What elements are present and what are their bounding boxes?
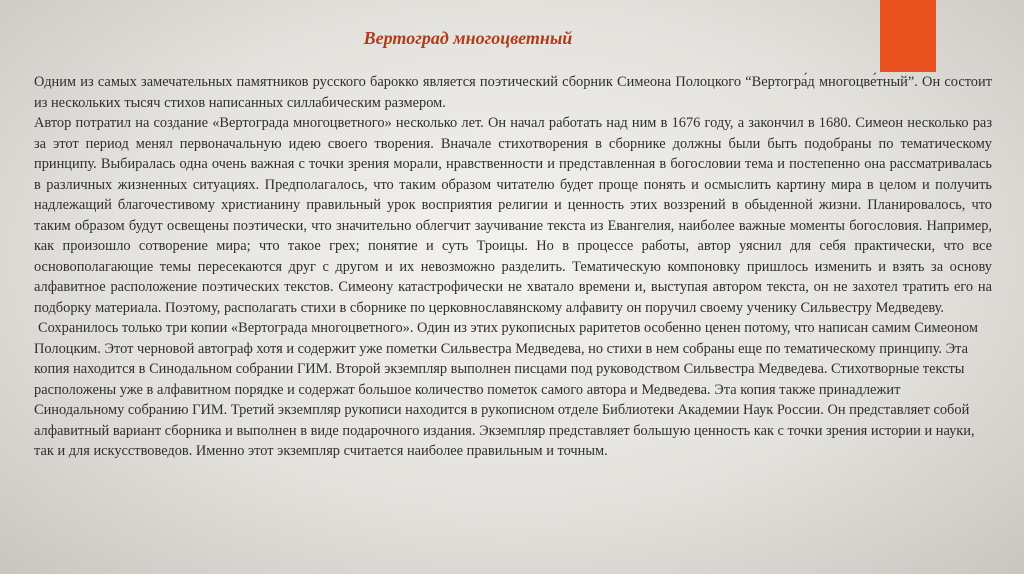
slide-body	[34, 72, 992, 462]
paragraph-intro: Одним из самых замечательных памятников русского барокко является поэтический сборник Симеона Полоцкого “Вертогра́д многоцве́тный”. Он состоит из нескольких тысяч стихов написанных силлабическим размером.	[34, 74, 992, 111]
paragraph-copies: Сохранилось только три копии «Вертограда многоцветного». Один из этих рукописных раритетов особенно ценен потому, что написан самим Симеоном Полоцким. Этот черновой автограф хотя и содержит уже пометки Сильвестра Медведева, но стихи в нем собраны еще по тематическому принципу. Эта копия находится в Синодальном собрании ГИМ. Второй экземпляр выполнен писцами под руководством Сильвестра Медведева. Стихотворные тексты расположены уже в алфавитном порядке и содержат большое количество пометок самого автора и Медведева. Эта копия также принадлежит Синодальному собранию ГИМ. Третий экземпляр рукописи находится в рукописном отделе Библиотеки Академии Наук России. Он представляет собой алфавитный вариант сборника и выполнен в виде подарочного издания. Экземпляр представляет большую ценность как с точки зрения истории и науки, так и для искусствоведов. Именно этот экземпляр считается наиболее правильным и точным.	[34, 320, 978, 459]
slide-title: Вертоград многоцветный	[363, 28, 573, 48]
paragraph-history: Автор потратил на создание «Вертограда многоцветного» несколько лет. Он начал работать над ним в 1676 году, а закончил в 1680. Симеон несколько раз за этот период менял первоначальную идею своего творения. Вначале стихотворения в сборнике должны были быть подобраны по тематическому принципу. Выбиралась одна очень важная с точки зрения морали, нравственности и представленная в богословии тема и постепенно она рассматривалась в различных жизненных ситуациях. Предполагалось, что таким образом читателю будет проще понять и осмыслить картину мира в целом и получить надлежащий благочестивому христианину правильный урок восприятия религии и ценность этих воззрений в обыденной жизни. Планировалось, что таким образом будут освещены поэтически, что значительно облегчит заучивание текста из Евангелия, наиболее важные моменты богословия. Например, как произошло сотворение мира; что такое грех; понятие и суть Троицы. Но в процессе работы, автор уяснил для себя практически, что все основополагающие темы пересекаются друг с другом и их невозможно разделить. Тематическую компоновку пришлось изменить и взять за основу алфавитное расположение поэтических текстов. Симеону катастрофически не хватало времени и, выступая автором текста, он не захотел тратить его на подборку материала. Поэтому, располагать стихи в сборнике по церковнославянскому алфавиту он поручил своему ученику Сильвестру Медведеву.	[34, 115, 992, 316]
